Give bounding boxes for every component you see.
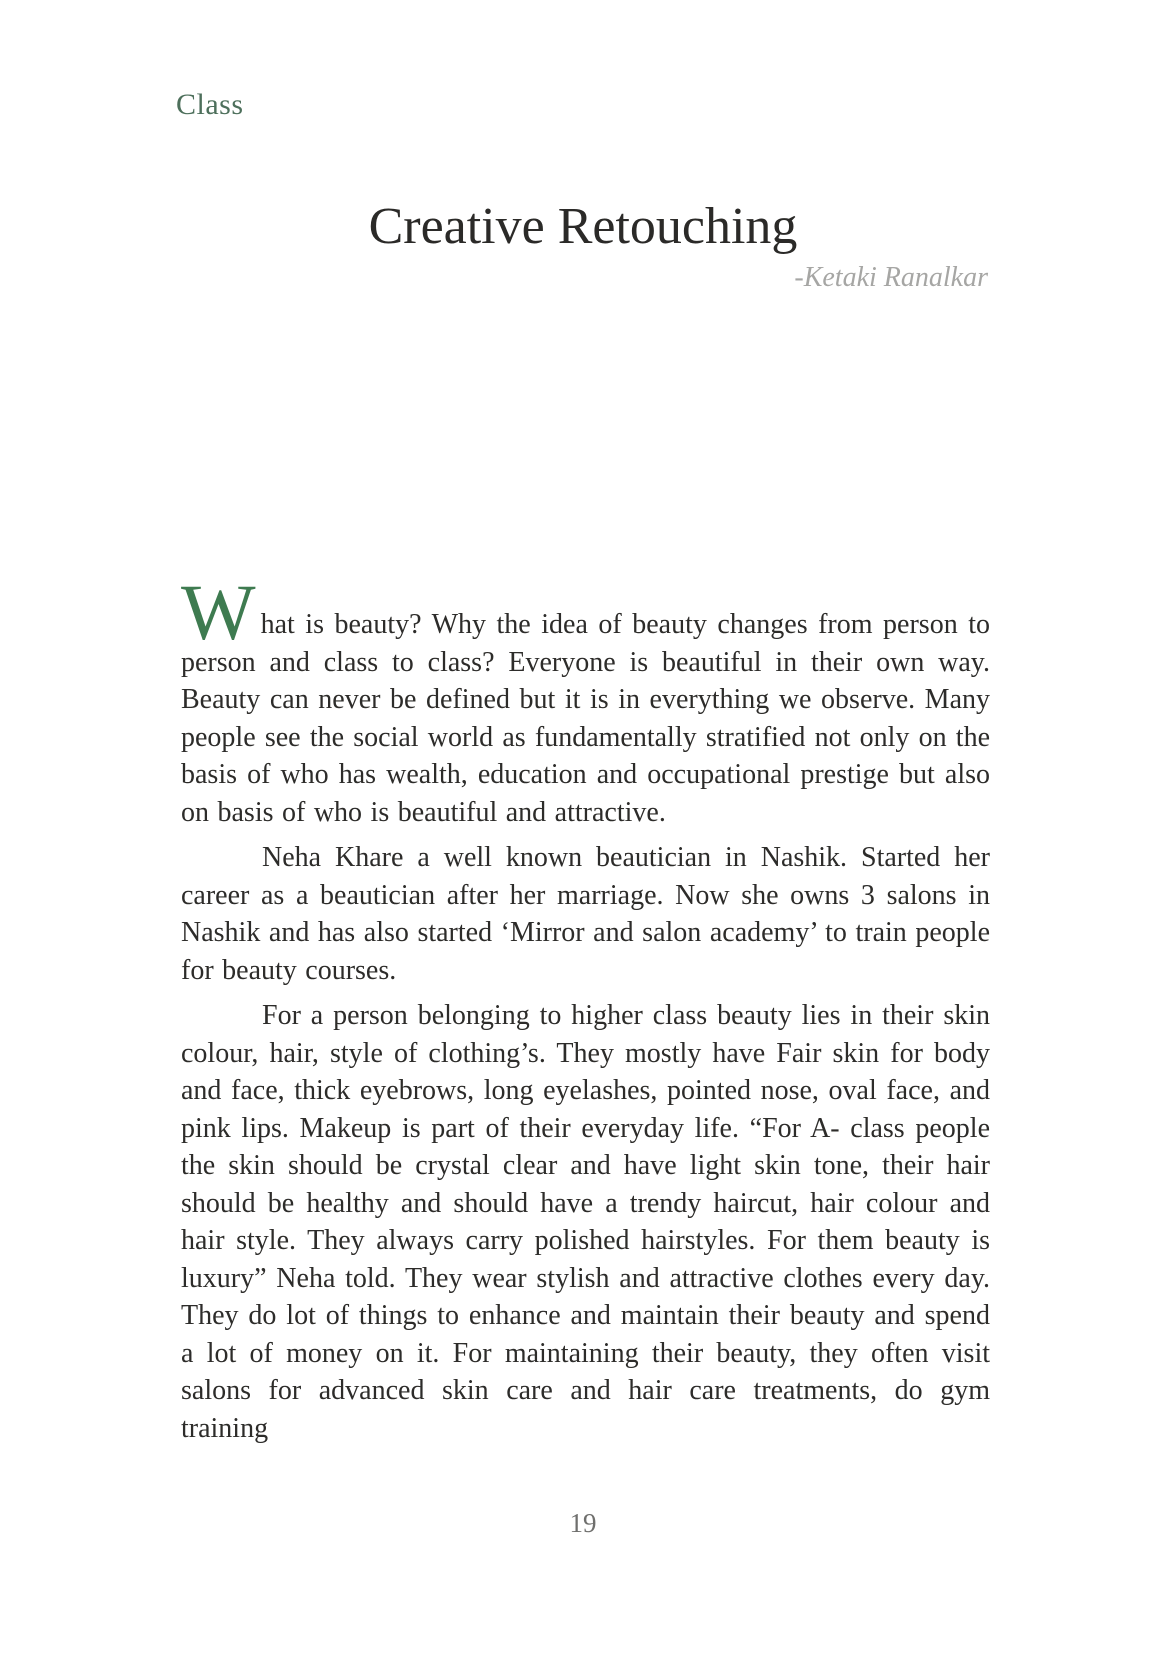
drop-cap: W — [181, 570, 256, 657]
paragraph-text: hat is beauty? Why the idea of beauty changes from person to person and class to class? Everyone is beautiful in their own way. Beauty can never be defined but it is in everything we observe. Many people see the social world as fundamentally stratified not only on the basis of who has wealth, education and occupational prestige but also on basis of who is beautiful and attractive. — [181, 609, 990, 828]
article-title: Creative Retouching — [368, 198, 798, 255]
section-label: Class — [176, 88, 244, 121]
page-number: 19 — [569, 1508, 597, 1538]
author-byline: -Ketaki Ranalkar — [794, 262, 988, 293]
paragraph: For a person belonging to higher class beauty lies in their skin colour, hair, style of clothing’s. They mostly have Fair skin for body and face, thick eyebrows, long eyelashes, pointed nose, oval face, and pink lips. Makeup is part of their everyday life. “For A- class people the skin should be crystal clear and have light skin tone, their hair should be healthy and should have a trendy haircut, hair colour and hair style. They always carry polished hairstyles. For them beauty is luxury” Neha told. They wear stylish and attractive clothes every day. They do lot of things to enhance and maintain their beauty and spend a lot of money on it. For maintaining their beauty, they often visit salons for advanced skin care and hair care treatments, do gym training — [181, 1000, 990, 1444]
article-body — [181, 570, 990, 1455]
paragraph — [181, 570, 990, 831]
paragraph: Neha Khare a well known beautician in Nashik. Started her career as a beautician after her marriage. Now she owns 3 salons in Nashik and has also started ‘Mirror and salon academy’ to train people for beauty courses. — [181, 842, 990, 986]
